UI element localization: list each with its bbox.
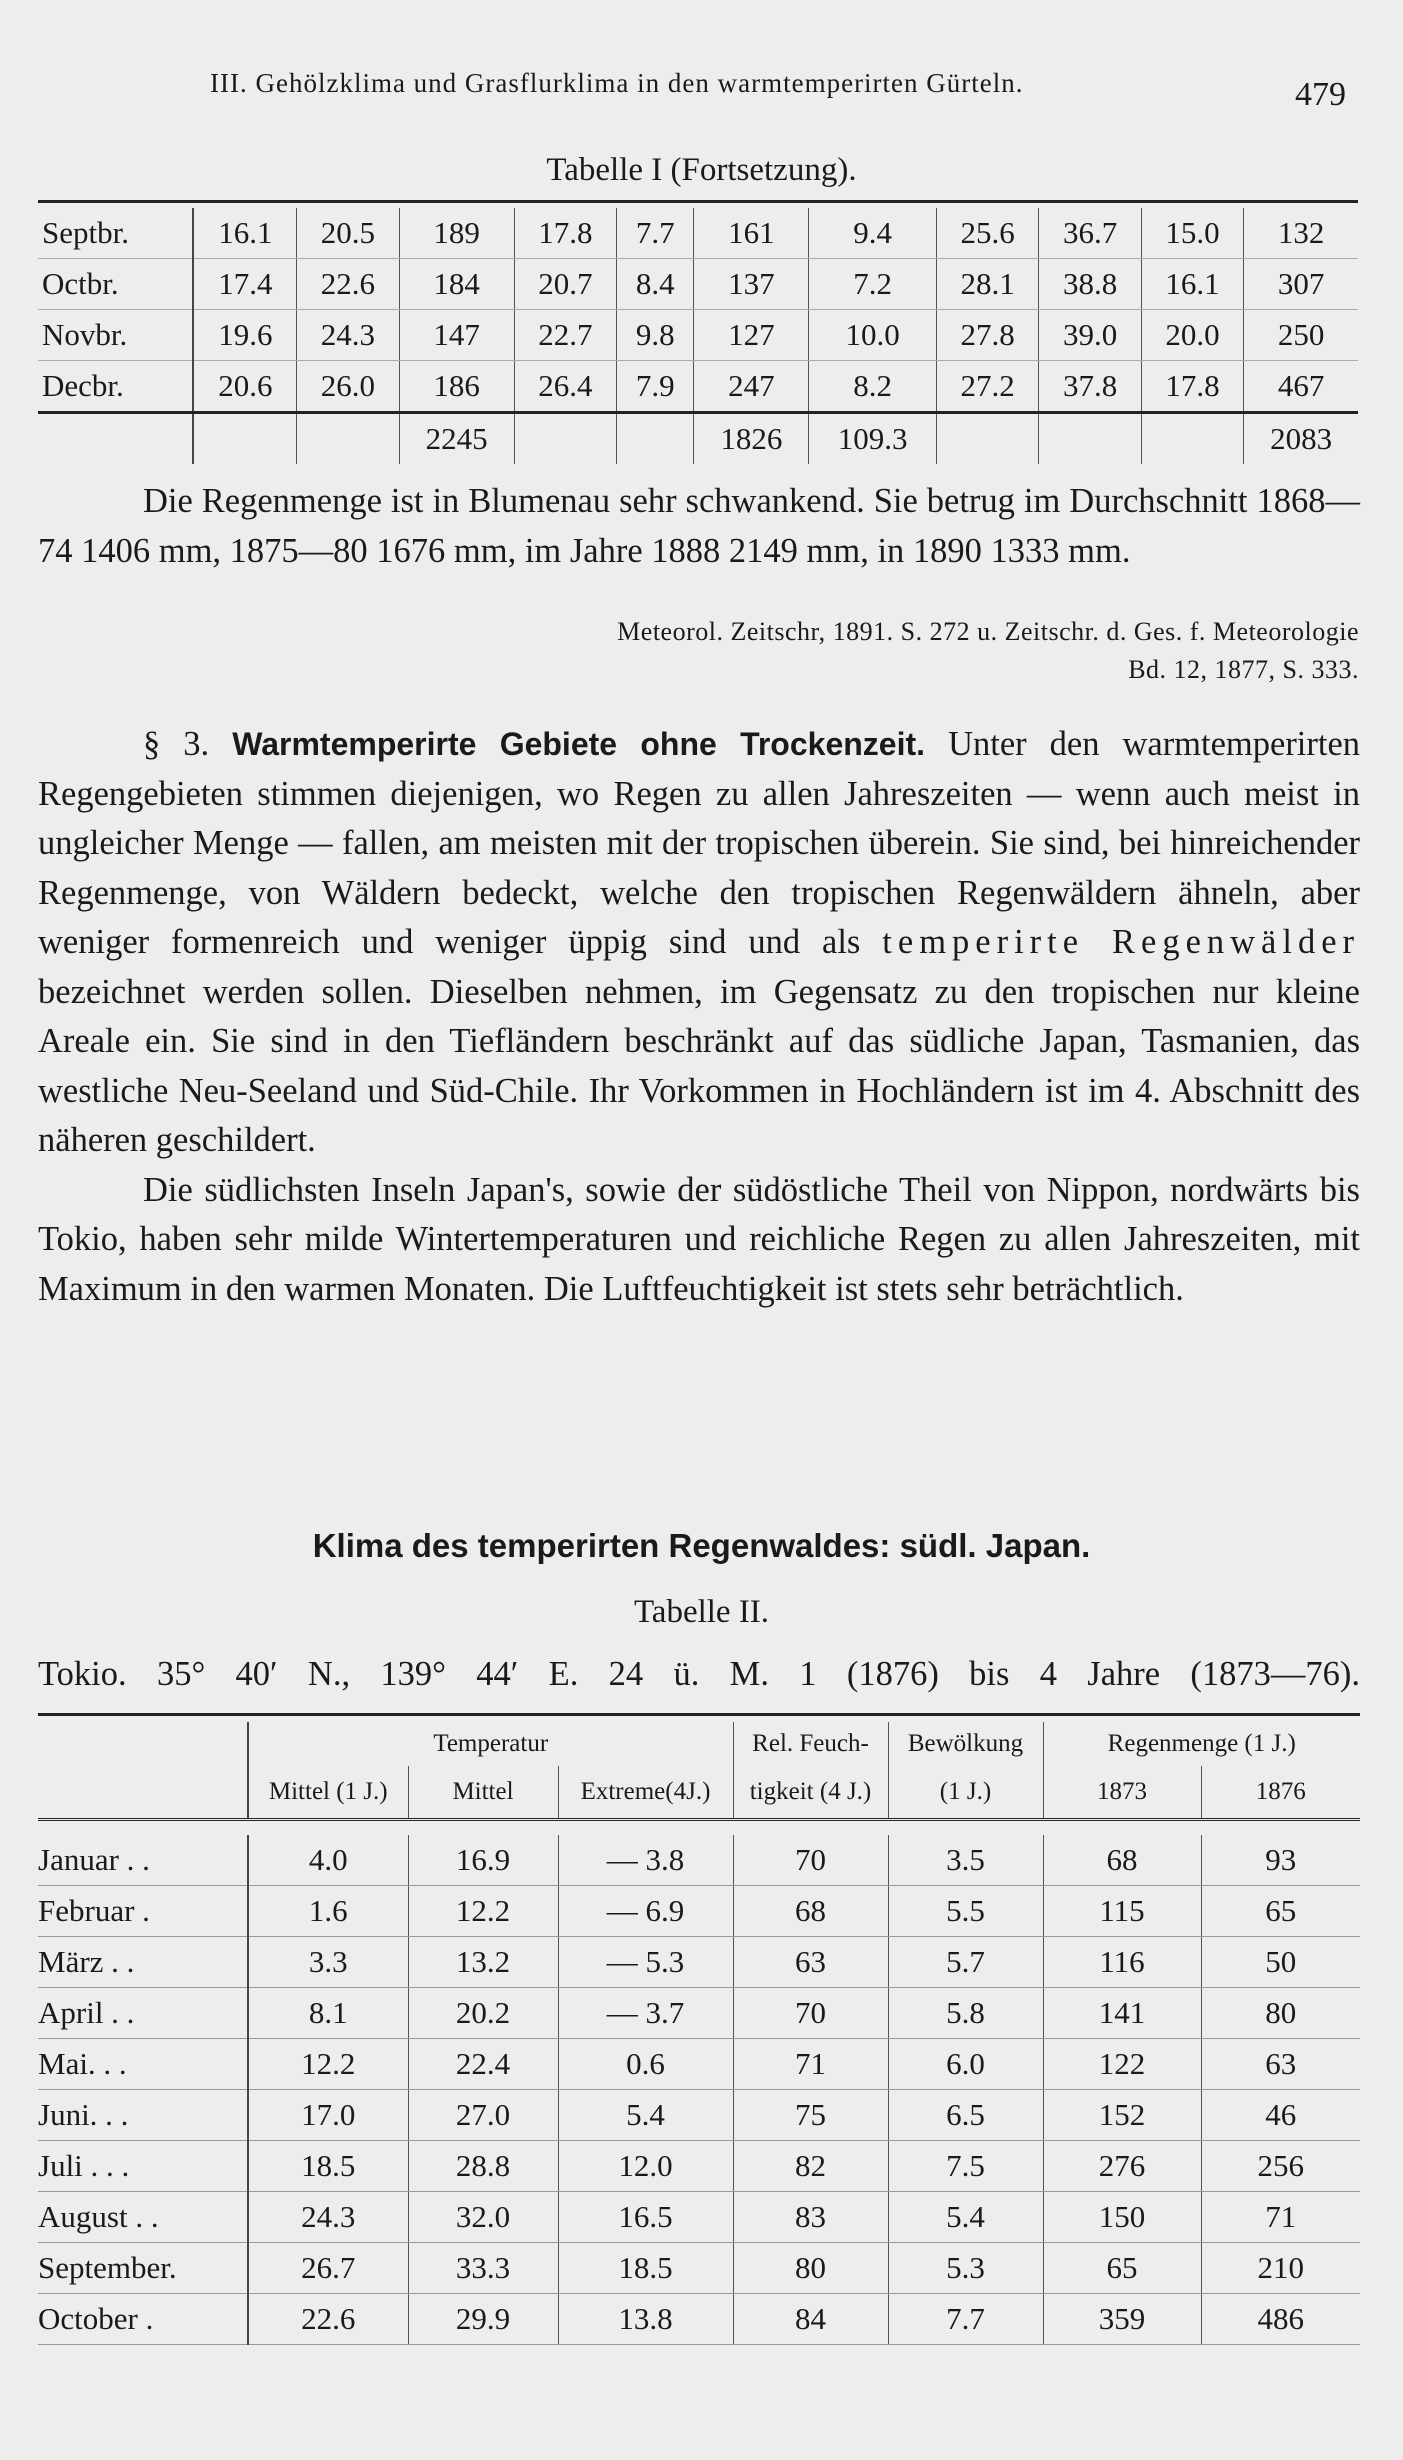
table2-cell: 75 [733, 2090, 888, 2141]
table1-cell: 24.3 [297, 310, 399, 361]
table2-cell: 5.5 [888, 1886, 1043, 1937]
table2-row [38, 1988, 1360, 2039]
table2-cell: 256 [1201, 2141, 1360, 2192]
table2-row [38, 2294, 1360, 2345]
table1-cell: 26.0 [297, 361, 399, 413]
table1-row [38, 310, 1358, 361]
table1-cell: Octbr. [38, 259, 193, 310]
table1-top-rule [38, 200, 1358, 203]
table1-cell: 22.7 [514, 310, 616, 361]
table1-cell: 17.4 [193, 259, 296, 310]
table1-cell: 467 [1244, 361, 1358, 413]
table2-cell: 359 [1043, 2294, 1201, 2345]
table2-cell: 276 [1043, 2141, 1201, 2192]
table2-cell: 22.4 [408, 2039, 558, 2090]
table2-cell: 12.2 [248, 2039, 408, 2090]
table1-cell: Septbr. [38, 208, 193, 259]
table2-cell: 8.1 [248, 1988, 408, 2039]
table2-cell: 82 [733, 2141, 888, 2192]
table1-cell: 25.6 [936, 208, 1038, 259]
table2-cell: — 6.9 [558, 1886, 733, 1937]
source-citation [617, 613, 1359, 689]
table1-cell: 7.7 [617, 208, 694, 259]
table1-cell: 186 [399, 361, 514, 413]
table2-cell: 27.0 [408, 2090, 558, 2141]
table2-cell: 13.8 [558, 2294, 733, 2345]
table2-month: April . . [38, 1988, 248, 2039]
table2-cell: 3.3 [248, 1937, 408, 1988]
table2-cell: 65 [1043, 2243, 1201, 2294]
table2-cell: 5.4 [888, 2192, 1043, 2243]
table2-row [38, 1835, 1360, 1886]
table1-cell: 161 [694, 208, 809, 259]
section-number: § 3. [143, 725, 210, 763]
table1-cell: 132 [1244, 208, 1358, 259]
table2-cell: 6.5 [888, 2090, 1043, 2141]
table2-cell: 80 [1201, 1988, 1360, 2039]
table2-title: Klima des temperirten Regenwaldes: südl. Japan. [312, 1527, 1091, 1564]
table2 [38, 1722, 1360, 2345]
table2-cell: 486 [1201, 2294, 1360, 2345]
table2-caption: Tabelle II. [633, 1594, 770, 1630]
table2-cell: 20.2 [408, 1988, 558, 2039]
table1-cell: 15.0 [1141, 208, 1243, 259]
table2-cell: 50 [1201, 1937, 1360, 1988]
table1-cell: 10.0 [809, 310, 937, 361]
header-regenmenge: Regenmenge (1 J.) [1107, 1730, 1296, 1757]
header-extreme: Extreme(4J.) [558, 1766, 733, 1820]
running-head: III. Gehölzklima und Grasflurklima in den warmtemperirten Gürteln. [210, 68, 1024, 98]
table1-cell [617, 413, 694, 465]
table2-month: Februar . [38, 1886, 248, 1937]
header-mittel-1j: Mittel (1 J.) [248, 1766, 408, 1820]
table2-month: Januar . . [38, 1835, 248, 1886]
page-number: 479 [1295, 76, 1346, 113]
table1-cell: 16.1 [1141, 259, 1243, 310]
table2-cell: — 3.7 [558, 1988, 733, 2039]
table1-cell: 127 [694, 310, 809, 361]
table2-cell: 80 [733, 2243, 888, 2294]
table2-cell: 116 [1043, 1937, 1201, 1988]
header-bew-2: (1 J.) [888, 1766, 1043, 1820]
table1-cell: 20.7 [514, 259, 616, 310]
table2-cell: 5.8 [888, 1988, 1043, 2039]
header-mittel: Mittel [408, 1766, 558, 1820]
table2-top-rule [38, 1713, 1360, 1716]
paragraph-text: Die Regenmenge ist in Blumenau sehr schwankend. Sie betrug im Durchschnitt 1868—74 1406 mm, 1875—80 1676 mm, im Jahre 1888 2149 mm, in 1890 1333 mm. [38, 482, 1360, 570]
table2-cell: 65 [1201, 1886, 1360, 1937]
table1-cell: 26.4 [514, 361, 616, 413]
table1-cell: 37.8 [1039, 361, 1141, 413]
table2-cell: 16.9 [408, 1835, 558, 1886]
table2-cell: 70 [733, 1835, 888, 1886]
table2-row [38, 2192, 1360, 2243]
table2-cell: — 5.3 [558, 1937, 733, 1988]
table2-row [38, 2141, 1360, 2192]
table2-cell: 4.0 [248, 1835, 408, 1886]
table2-cell: 7.5 [888, 2141, 1043, 2192]
table1-cell [936, 413, 1038, 465]
table2-cell: 68 [733, 1886, 888, 1937]
table2-row [38, 2039, 1360, 2090]
table1-cell: 307 [1244, 259, 1358, 310]
table2-cell: 150 [1043, 2192, 1201, 2243]
table2-cell: 16.5 [558, 2192, 733, 2243]
table2-cell: 3.5 [888, 1835, 1043, 1886]
table1-cell: Decbr. [38, 361, 193, 413]
header-feucht-2: tigkeit (4 J.) [733, 1766, 888, 1820]
table2-cell: 46 [1201, 2090, 1360, 2141]
table2-cell: 22.6 [248, 2294, 408, 2345]
section-text-a: Unter den warmtemperirten Regengebieten stimmen diejenigen, wo Regen zu allen Jahreszeiten — wenn auch meist in ungleicher Menge — fallen, am meisten mit der tropischen überein. Sie sind, bei hinreichender Regenmenge, von Wäldern bedeckt, welche den tropischen Regenwäldern ähneln, aber weniger formenreich und weniger üppig sind und als [38, 725, 1361, 961]
table1-cell: 27.8 [936, 310, 1038, 361]
table1-cell [1039, 413, 1141, 465]
table1-cell: 2245 [399, 413, 514, 465]
table1-row [38, 413, 1358, 465]
source-line-2: Bd. 12, 1877, S. 333. [1128, 655, 1359, 684]
table1-cell: 36.7 [1039, 208, 1141, 259]
table1-cell: 20.0 [1141, 310, 1243, 361]
table2-month: Juli . . . [38, 2141, 248, 2192]
table2-cell: 32.0 [408, 2192, 558, 2243]
table1-cell: 247 [694, 361, 809, 413]
table2-cell: — 3.8 [558, 1835, 733, 1886]
table1-cell: 109.3 [809, 413, 937, 465]
table1 [38, 208, 1358, 464]
table2-cell: 6.0 [888, 2039, 1043, 2090]
table1-cell: 28.1 [936, 259, 1038, 310]
table1-cell: 147 [399, 310, 514, 361]
table2-month: Mai. . . [38, 2039, 248, 2090]
section-3 [38, 720, 1360, 1314]
table1-cell: 7.2 [809, 259, 937, 310]
section-term: temperirte Regenwälder [882, 923, 1360, 961]
table2-row [38, 1886, 1360, 1937]
table2-cell: 115 [1043, 1886, 1201, 1937]
table2-cell: 84 [733, 2294, 888, 2345]
table2-cell: 24.3 [248, 2192, 408, 2243]
table2-cell: 5.3 [888, 2243, 1043, 2294]
header-1876: 1876 [1255, 1778, 1306, 1805]
table1-row [38, 259, 1358, 310]
section-heading: Warmtemperirte Gebiete ohne Trockenzeit. [232, 726, 926, 762]
table1-cell: 38.8 [1039, 259, 1141, 310]
table1-cell: 22.6 [297, 259, 399, 310]
table2-cell: 70 [733, 1988, 888, 2039]
table2-month: August . . [38, 2192, 248, 2243]
table2-row [38, 2090, 1360, 2141]
table1-cell: 1826 [694, 413, 809, 465]
table2-cell: 7.7 [888, 2294, 1043, 2345]
table2-cell: 63 [1201, 2039, 1360, 2090]
table1-cell: 39.0 [1039, 310, 1141, 361]
table2-cell: 122 [1043, 2039, 1201, 2090]
table1-cell: 19.6 [193, 310, 296, 361]
table1-cell [193, 413, 296, 465]
table2-cell: 63 [733, 1937, 888, 1988]
table2-cell: 13.2 [408, 1937, 558, 1988]
source-line-1: Meteorol. Zeitschr, 1891. S. 272 u. Zeitschr. d. Ges. f. Meteorologie [617, 617, 1359, 646]
table2-cell: 29.9 [408, 2294, 558, 2345]
table1-cell: 137 [694, 259, 809, 310]
table2-cell: 68 [1043, 1835, 1201, 1886]
section-paragraph-2: Die südlichsten Inseln Japan's, sowie der südöstliche Theil von Nippon, nordwärts bis Tokio, haben sehr milde Wintertemperaturen und reichliche Regen zu allen Jahreszeiten, mit Maximum in den warmen Monaten. Die Luftfeuchtigkeit ist stets sehr beträchtlich. [38, 1170, 1360, 1308]
table2-month: October . [38, 2294, 248, 2345]
table1-cell: 17.8 [1141, 361, 1243, 413]
table2-month: September. [38, 2243, 248, 2294]
table2-row [38, 1937, 1360, 1988]
table2-cell: 5.4 [558, 2090, 733, 2141]
table1-cell: 27.2 [936, 361, 1038, 413]
table2-cell: 18.5 [248, 2141, 408, 2192]
table2-cell: 152 [1043, 2090, 1201, 2141]
table2-cell: 5.7 [888, 1937, 1043, 1988]
table1-cell: 17.8 [514, 208, 616, 259]
header-feucht-1: Rel. Feuch- [733, 1722, 888, 1766]
table2-month: Juni. . . [38, 2090, 248, 2141]
table2-row [38, 2243, 1360, 2294]
table2-cell: 26.7 [248, 2243, 408, 2294]
table2-cell: 12.0 [558, 2141, 733, 2192]
table1-cell: 8.4 [617, 259, 694, 310]
table1-cell [514, 413, 616, 465]
table1-cell: 9.8 [617, 310, 694, 361]
section-text-b: bezeichnet werden sollen. Dieselben nehmen, im Gegensatz zu den tropischen nur kleine Areale ein. Sie sind in den Tiefländern beschränkt auf das südliche Japan, Tasmanien, das westliche Neu-Seeland und Süd-Chile. Ihr Vorkommen in Hochländern ist im 4. Abschnitt des näheren geschildert. [38, 972, 1360, 1159]
table2-cell: 33.3 [408, 2243, 558, 2294]
table1-cell: 20.5 [297, 208, 399, 259]
table2-cell: 18.5 [558, 2243, 733, 2294]
table1-cell: 7.9 [617, 361, 694, 413]
table1-cell: 8.2 [809, 361, 937, 413]
table1-cell: Novbr. [38, 310, 193, 361]
table2-cell: 210 [1201, 2243, 1360, 2294]
table2-cell: 71 [1201, 2192, 1360, 2243]
table2-cell: 1.6 [248, 1886, 408, 1937]
table1-cell [1141, 413, 1243, 465]
table1-cell: 184 [399, 259, 514, 310]
table1-cell: 2083 [1270, 421, 1333, 456]
header-1873: 1873 [1043, 1766, 1201, 1820]
header-bew-1: Bewölkung [888, 1722, 1043, 1766]
table2-cell: 0.6 [558, 2039, 733, 2090]
table1-cell: 9.4 [809, 208, 937, 259]
table1-cell: 16.1 [193, 208, 296, 259]
table2-station-line: Tokio. 35° 40′ N., 139° 44′ E. 24 ü. M. 1 (1876) bis 4 Jahre (1873—76). [38, 1655, 1360, 1693]
table1-cell: 189 [399, 208, 514, 259]
table2-cell: 93 [1201, 1835, 1360, 1886]
table1-row [38, 361, 1358, 413]
table1-caption: Tabelle I (Fortsetzung). [546, 152, 857, 188]
table2-cell: 83 [733, 2192, 888, 2243]
table2-cell: 141 [1043, 1988, 1201, 2039]
table1-cell: 20.6 [193, 361, 296, 413]
table2-cell: 28.8 [408, 2141, 558, 2192]
table2-cell: 12.2 [408, 1886, 558, 1937]
table1-cell [297, 413, 399, 465]
header-temperatur: Temperatur [248, 1722, 733, 1766]
table1-cell [38, 413, 193, 465]
paragraph-blumenau [38, 477, 1360, 576]
table1-row [38, 208, 1358, 259]
table2-cell: 71 [733, 2039, 888, 2090]
table2-month: März . . [38, 1937, 248, 1988]
table1-cell: 250 [1244, 310, 1358, 361]
table2-cell: 17.0 [248, 2090, 408, 2141]
